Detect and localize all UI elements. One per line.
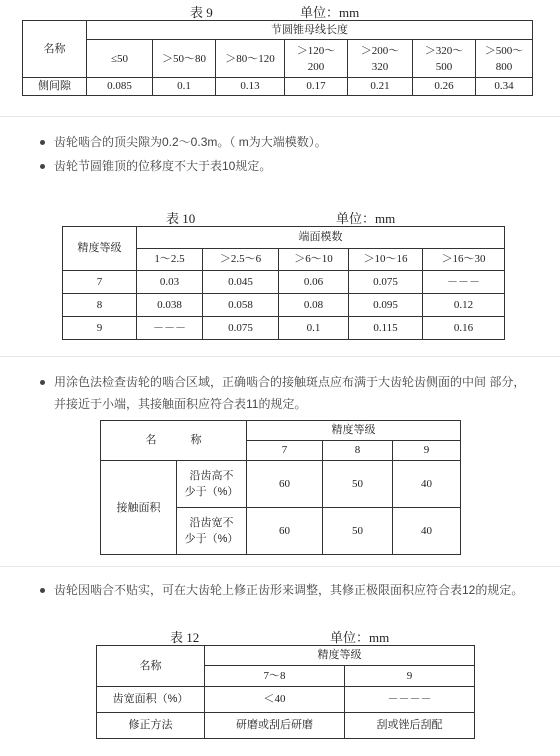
table10-col-3: ＞6～10 [279, 249, 349, 271]
divider [0, 116, 560, 117]
table11-grade-9: 9 [393, 441, 461, 461]
table12-unit: 单位：mm [330, 630, 390, 645]
table-row: 沿齿宽不 少于（%） 60 50 40 [101, 508, 461, 555]
table12-grade-header: 精度等级 [205, 646, 475, 666]
table9-col-6: ＞320～ 500 [413, 40, 476, 78]
table11-name-header: 名 称 [101, 421, 247, 461]
table11-row-group: 接触面积 [101, 461, 177, 555]
table9-col-4: ＞120～ 200 [285, 40, 348, 78]
table-cell: 0.26 [413, 78, 476, 96]
table9-name-header: 名称 [23, 21, 87, 78]
table-cell: 0.34 [476, 78, 533, 96]
table9-title: 表 9 [190, 5, 213, 20]
table9-col-1: ≤50 [87, 40, 153, 78]
table12-name-header: 名称 [97, 646, 205, 687]
table10-group-header: 端面模数 [137, 227, 505, 249]
table10-col-4: ＞10～16 [349, 249, 423, 271]
table11 [100, 420, 461, 555]
table10-col-1: 1～2.5 [137, 249, 203, 271]
table-cell: 0.085 [87, 78, 153, 96]
bullet-icon [40, 588, 45, 593]
table10-unit: 单位：mm [336, 211, 396, 226]
divider [0, 566, 560, 567]
table12-title: 表 12 [170, 630, 200, 645]
table-row: 8 0.038 0.058 0.08 0.095 0.12 [63, 294, 505, 317]
table9-row-label: 侧间隙 [23, 78, 87, 96]
table-cell: 0.13 [216, 78, 285, 96]
table10-grade-header: 精度等级 [63, 227, 137, 271]
table10 [62, 226, 505, 340]
bullet-icon [40, 380, 45, 385]
table10-title: 表 10 [166, 211, 196, 226]
table-row: 7 0.03 0.045 0.06 0.075 －－－ [63, 271, 505, 294]
table11-grade-7: 7 [247, 441, 323, 461]
table-cell: 0.21 [348, 78, 413, 96]
table11-grade-8: 8 [323, 441, 393, 461]
table9-col-7: ＞500～ 800 [476, 40, 533, 78]
table9-col-5: ＞200～ 320 [348, 40, 413, 78]
table9-col-2: ＞50～80 [153, 40, 216, 78]
table-cell: 0.1 [153, 78, 216, 96]
table12-grade-9: 9 [345, 666, 475, 687]
table-row: 9 －－－ 0.075 0.1 0.115 0.16 [63, 317, 505, 340]
table-row: 齿宽面积（%） ＜40 －－－－ [97, 687, 475, 713]
table9-group-header: 节圆锥母线长度 [87, 21, 533, 40]
divider [0, 356, 560, 357]
table12 [96, 645, 475, 739]
table12-grade-7-8: 7～8 [205, 666, 345, 687]
table9-col-3: ＞80～120 [216, 40, 285, 78]
table10-col-5: ＞16～30 [423, 249, 505, 271]
table-cell: 0.17 [285, 78, 348, 96]
table9-unit: 单位：mm [300, 5, 360, 20]
table11-grade-header: 精度等级 [247, 421, 461, 441]
bullet-icon [40, 140, 45, 145]
bullet-icon [40, 164, 45, 169]
table9 [22, 20, 533, 96]
table-row: 接触面积 沿齿高不 少于（%） 60 50 40 [101, 461, 461, 508]
table10-col-2: ＞2.5～6 [203, 249, 279, 271]
table-row: 修正方法 研磨或刮后研磨 刮或锉后刮配 [97, 713, 475, 739]
